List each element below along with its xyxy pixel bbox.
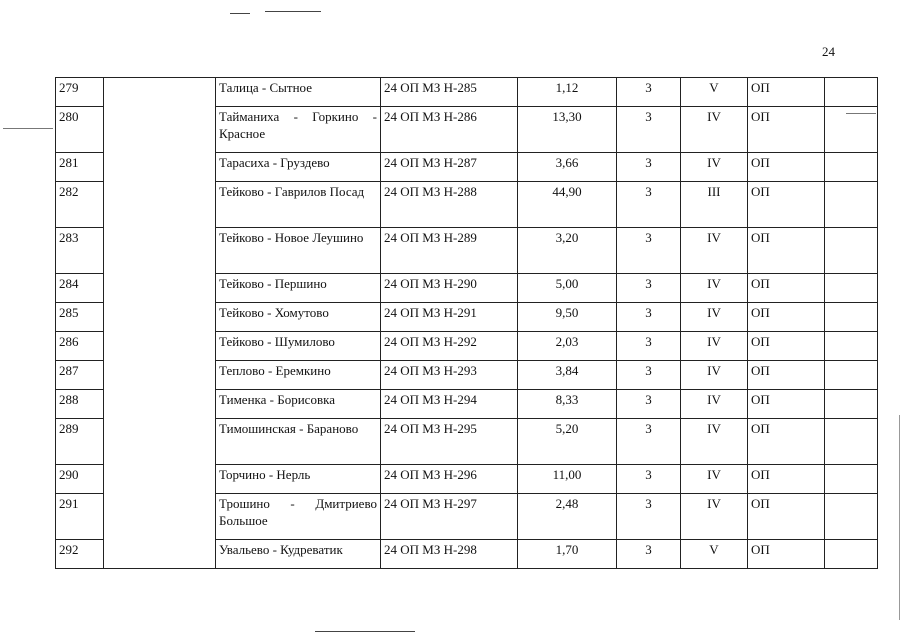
road-name: Тейково - Першино [216, 274, 381, 303]
table-row [56, 78, 878, 107]
road-name: Тарасиха - Груздево [216, 153, 381, 182]
road-note [825, 390, 878, 419]
road-lanes: 3 [617, 107, 681, 153]
road-code: 24 ОП МЗ Н-287 [381, 153, 518, 182]
road-type: ОП [748, 361, 825, 390]
row-number: 279 [56, 78, 104, 107]
road-category: V [681, 540, 748, 569]
road-code: 24 ОП МЗ Н-289 [381, 228, 518, 274]
road-length: 2,03 [518, 332, 617, 361]
road-code: 24 ОП МЗ Н-291 [381, 303, 518, 332]
road-note [825, 107, 878, 153]
road-lanes: 3 [617, 153, 681, 182]
road-note [825, 153, 878, 182]
road-type: ОП [748, 540, 825, 569]
road-type: ОП [748, 107, 825, 153]
row-number: 292 [56, 540, 104, 569]
road-lanes: 3 [617, 303, 681, 332]
road-type: ОП [748, 303, 825, 332]
road-category: IV [681, 332, 748, 361]
road-lanes: 3 [617, 361, 681, 390]
roads-table [55, 77, 878, 569]
road-length: 5,20 [518, 419, 617, 465]
road-code: 24 ОП МЗ Н-288 [381, 182, 518, 228]
road-name: Тейково - Новое Леушино [216, 228, 381, 274]
road-category: IV [681, 390, 748, 419]
road-code: 24 ОП МЗ Н-286 [381, 107, 518, 153]
road-type: ОП [748, 78, 825, 107]
road-name: Тимошинская - Бараново [216, 419, 381, 465]
row-number: 291 [56, 494, 104, 540]
district-cell [104, 78, 216, 569]
road-code: 24 ОП МЗ Н-296 [381, 465, 518, 494]
road-type: ОП [748, 182, 825, 228]
road-lanes: 3 [617, 419, 681, 465]
road-type: ОП [748, 419, 825, 465]
road-code: 24 ОП МЗ Н-292 [381, 332, 518, 361]
road-length: 5,00 [518, 274, 617, 303]
road-lanes: 3 [617, 78, 681, 107]
road-length: 44,90 [518, 182, 617, 228]
row-number: 284 [56, 274, 104, 303]
road-category: IV [681, 419, 748, 465]
road-note [825, 303, 878, 332]
road-lanes: 3 [617, 540, 681, 569]
road-type: ОП [748, 390, 825, 419]
road-note [825, 419, 878, 465]
road-name: Трошино - Дмитриево Большое [216, 494, 381, 540]
road-lanes: 3 [617, 465, 681, 494]
road-length: 3,84 [518, 361, 617, 390]
road-category: IV [681, 361, 748, 390]
road-type: ОП [748, 274, 825, 303]
scan-mark-left [3, 128, 53, 129]
scan-mark-top-2 [265, 11, 321, 12]
road-category: IV [681, 274, 748, 303]
road-note [825, 182, 878, 228]
road-category: V [681, 78, 748, 107]
road-note [825, 78, 878, 107]
row-number: 289 [56, 419, 104, 465]
road-length: 3,20 [518, 228, 617, 274]
road-code: 24 ОП МЗ Н-295 [381, 419, 518, 465]
road-name: Тайманиха - Горкино - Красное [216, 107, 381, 153]
road-lanes: 3 [617, 228, 681, 274]
road-name: Тейково - Шумилово [216, 332, 381, 361]
row-number: 290 [56, 465, 104, 494]
road-note [825, 332, 878, 361]
road-lanes: 3 [617, 274, 681, 303]
scan-edge-line [899, 415, 900, 620]
road-code: 24 ОП МЗ Н-297 [381, 494, 518, 540]
road-length: 8,33 [518, 390, 617, 419]
road-note [825, 494, 878, 540]
road-lanes: 3 [617, 494, 681, 540]
row-number: 283 [56, 228, 104, 274]
road-name: Тименка - Борисовка [216, 390, 381, 419]
road-category: IV [681, 303, 748, 332]
row-number: 287 [56, 361, 104, 390]
road-note [825, 465, 878, 494]
road-category: IV [681, 107, 748, 153]
road-length: 1,12 [518, 78, 617, 107]
page-number: 24 [822, 44, 835, 59]
road-lanes: 3 [617, 332, 681, 361]
row-number: 286 [56, 332, 104, 361]
road-length: 11,00 [518, 465, 617, 494]
road-name: Теплово - Еремкино [216, 361, 381, 390]
road-lanes: 3 [617, 182, 681, 228]
row-number: 280 [56, 107, 104, 153]
road-note [825, 361, 878, 390]
road-type: ОП [748, 228, 825, 274]
road-category: IV [681, 228, 748, 274]
road-name: Торчино - Нерль [216, 465, 381, 494]
road-code: 24 ОП МЗ Н-298 [381, 540, 518, 569]
road-name: Тейково - Гаврилов Посад [216, 182, 381, 228]
road-type: ОП [748, 494, 825, 540]
road-length: 3,66 [518, 153, 617, 182]
road-length: 2,48 [518, 494, 617, 540]
road-code: 24 ОП МЗ Н-290 [381, 274, 518, 303]
row-number: 288 [56, 390, 104, 419]
road-note [825, 540, 878, 569]
scan-mark-bottom [315, 631, 415, 632]
road-type: ОП [748, 153, 825, 182]
road-code: 24 ОП МЗ Н-293 [381, 361, 518, 390]
row-number: 282 [56, 182, 104, 228]
road-note [825, 228, 878, 274]
row-number: 285 [56, 303, 104, 332]
road-length: 13,30 [518, 107, 617, 153]
row-number: 281 [56, 153, 104, 182]
road-code: 24 ОП МЗ Н-285 [381, 78, 518, 107]
scan-mark-top-1 [230, 13, 250, 14]
road-type: ОП [748, 465, 825, 494]
road-category: III [681, 182, 748, 228]
road-category: IV [681, 153, 748, 182]
road-name: Талица - Сытное [216, 78, 381, 107]
road-lanes: 3 [617, 390, 681, 419]
road-type: ОП [748, 332, 825, 361]
road-name: Увальево - Кудреватик [216, 540, 381, 569]
road-category: IV [681, 465, 748, 494]
road-name: Тейково - Хомутово [216, 303, 381, 332]
road-category: IV [681, 494, 748, 540]
roads-table-body [56, 78, 878, 569]
road-length: 9,50 [518, 303, 617, 332]
road-length: 1,70 [518, 540, 617, 569]
road-note [825, 274, 878, 303]
road-code: 24 ОП МЗ Н-294 [381, 390, 518, 419]
